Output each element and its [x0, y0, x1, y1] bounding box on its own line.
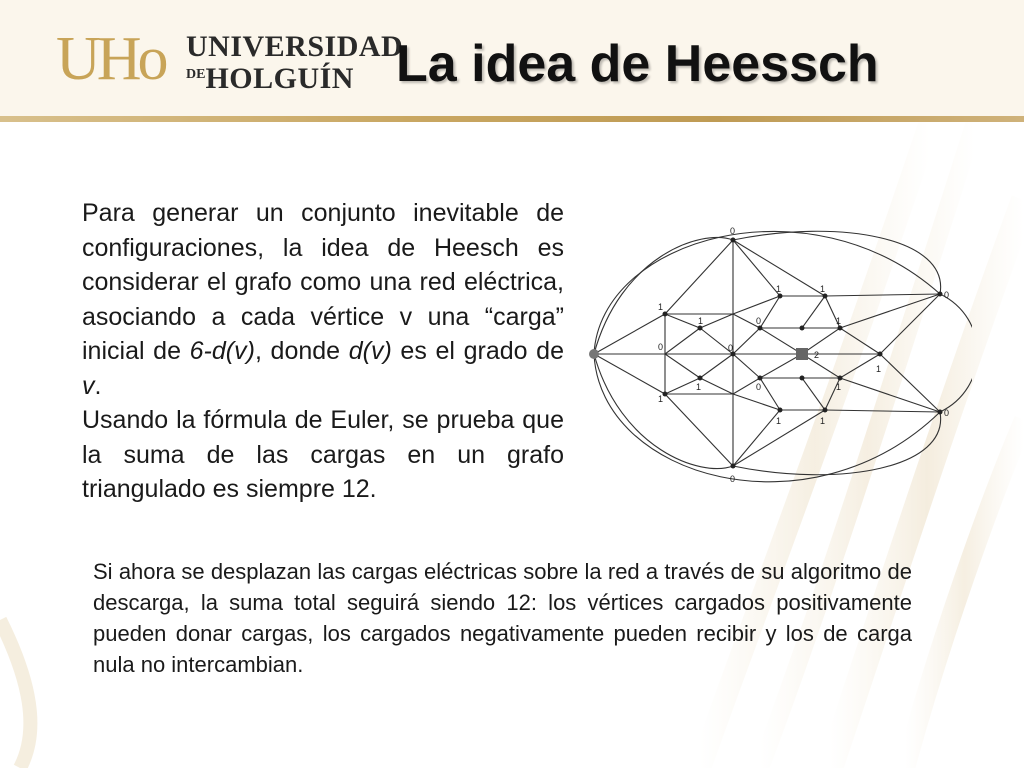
heesch-graph-diagram	[580, 198, 972, 514]
graph-label: 1	[696, 382, 702, 392]
graph-label: 1	[698, 316, 704, 326]
graph-label: 0	[730, 226, 736, 236]
formula-text: v	[82, 371, 95, 400]
graph-label: 0	[730, 474, 736, 484]
slide-title: La idea de Heessch	[396, 35, 879, 93]
text-run: Para generar un conjunto inevitable de configuraciones, la idea de Heesch es considerar el grafo como una red eléctrica, asociando a cada vértice v una “carga” inicial de	[82, 199, 564, 365]
graph-label: 0	[728, 343, 734, 353]
graph-label: 1	[776, 416, 782, 426]
graph-label: 1	[820, 284, 826, 294]
graph-label: 1	[658, 302, 664, 312]
graph-label: 0	[944, 290, 950, 300]
graph-label: 1	[836, 382, 842, 392]
text-run: , donde	[254, 337, 349, 365]
formula-text: 6-d(v)	[189, 337, 255, 365]
logo-text-prefix: DE	[186, 67, 206, 82]
intro-text-1	[82, 196, 564, 403]
text-run: .	[94, 371, 102, 400]
university-logo	[56, 22, 404, 96]
discharge-paragraph: Si ahora se desplazan las cargas eléctricas sobre la red a través de su algoritmo de descarga, la suma total seguirá siendo 12: los vértices cargados positivamente pueden donar cargas, los cargados negativamente pueden recibir y los de carga nula no intercambian.	[93, 559, 912, 677]
graph-label: 0	[756, 316, 762, 326]
graph-label: 1	[658, 394, 664, 404]
graph-label: 0	[658, 342, 664, 352]
graph-label: 0	[756, 382, 762, 392]
formula-text: d(v)	[348, 337, 392, 365]
intro-text-2: Usando la fórmula de Euler, se prueba que la suma de las cargas en un grafo triangulado es siempre 12.	[82, 406, 564, 503]
graph-label: 1	[876, 364, 882, 374]
graph-label: 0	[944, 408, 950, 418]
logo-text-line1: UNIVERSIDAD	[186, 30, 404, 63]
logo-text-line2	[186, 62, 354, 96]
logo-mark: UHo	[56, 25, 165, 93]
intro-paragraph	[82, 196, 564, 507]
graph-label: 1	[820, 416, 826, 426]
graph-label: 1	[836, 316, 842, 326]
text-run: es el grado de	[391, 337, 564, 365]
logo-text-name: HOLGUÍN	[205, 62, 354, 95]
graph-label: 2	[814, 350, 820, 360]
graph-label: 1	[776, 284, 782, 294]
